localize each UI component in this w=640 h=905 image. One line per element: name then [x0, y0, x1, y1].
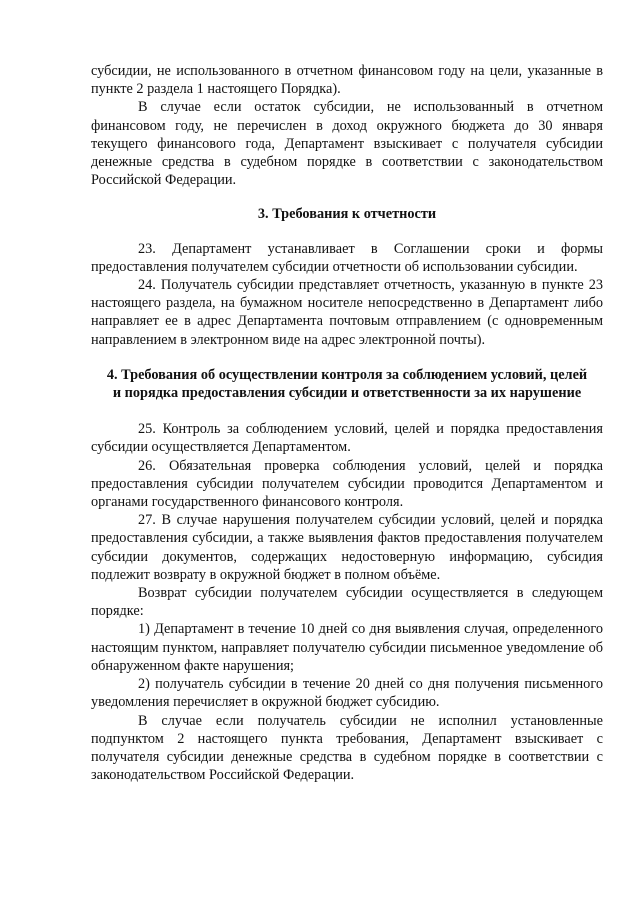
- paragraph-27: 27. В случае нарушения получателем субсидии условий, целей и порядка предоставления субсидии, а также выявления фактов предоставления получателем субсидии документов, содержащих недостоверную информацию, субсидия подлежит возврату в окружной бюджет в полном объёме.: [91, 512, 603, 583]
- section-3-title: 3. Требования к отчетности: [257, 206, 437, 223]
- paragraph-refund-order: Возврат субсидии получателем субсидии осуществляется в следующем порядке:: [91, 585, 603, 620]
- document-page: [91, 62, 603, 784]
- paragraph-23: 23. Департамент устанавливает в Соглашении сроки и формы предоставления получателем субсидии отчетности об использовании субсидии.: [91, 240, 603, 275]
- section-4-title-line1: 4. Требования об осуществлении контроля за соблюдением условий, целей: [106, 366, 588, 383]
- paragraph-continuation: субсидии, не использованного в отчетном финансовом году на цели, указанные в пункте 2 раздела 1 настоящего Порядка).: [91, 63, 603, 98]
- paragraph-26: 26. Обязательная проверка соблюдения условий, целей и порядка предоставления субсидии получателем субсидии проводится Департаментом и органами государственного финансового контроля.: [91, 457, 603, 511]
- paragraph-25: 25. Контроль за соблюдением условий, целей и порядка предоставления субсидии осуществляется Департаментом.: [91, 421, 603, 456]
- paragraph-item-2: 2) получатель субсидии в течение 20 дней со дня получения письменного уведомления перечисляет в окружной бюджет субсидию.: [91, 676, 603, 711]
- paragraph-enforcement: В случае если получатель субсидии не исполнил установленные подпунктом 2 настоящего пункта требования, Департамент взыскивает с получателя субсидии денежные средства в судебном порядке в соответствии с законодательством Российской Федерации.: [91, 712, 603, 784]
- section-4-title-line2: и порядка предоставления субсидии и ответственности за их нарушение: [112, 385, 582, 402]
- paragraph-item-1: 1) Департамент в течение 10 дней со дня выявления случая, определенного настоящим пунктом, направляет получателю субсидии письменное уведомление об обнаруженном факте нарушения;: [91, 621, 603, 674]
- paragraph-remainder-recovery: В случае если остаток субсидии, не использованный в отчетном финансовом году, не перечислен в доход окружного бюджета до 30 января текущего финансового года, Департамент взыскивает с получателя субсидии денежные средства в судебном порядке в соответствии с законодательством Российской Федерации.: [91, 99, 603, 189]
- paragraph-24: 24. Получатель субсидии представляет отчетность, указанную в пункте 23 настоящего раздела, на бумажном носителе непосредственно в Департамент либо направляет ее в адрес Департамента почтовым отправлением (с одновременным направлением в электронном виде на адрес электронной почты).: [91, 277, 603, 348]
